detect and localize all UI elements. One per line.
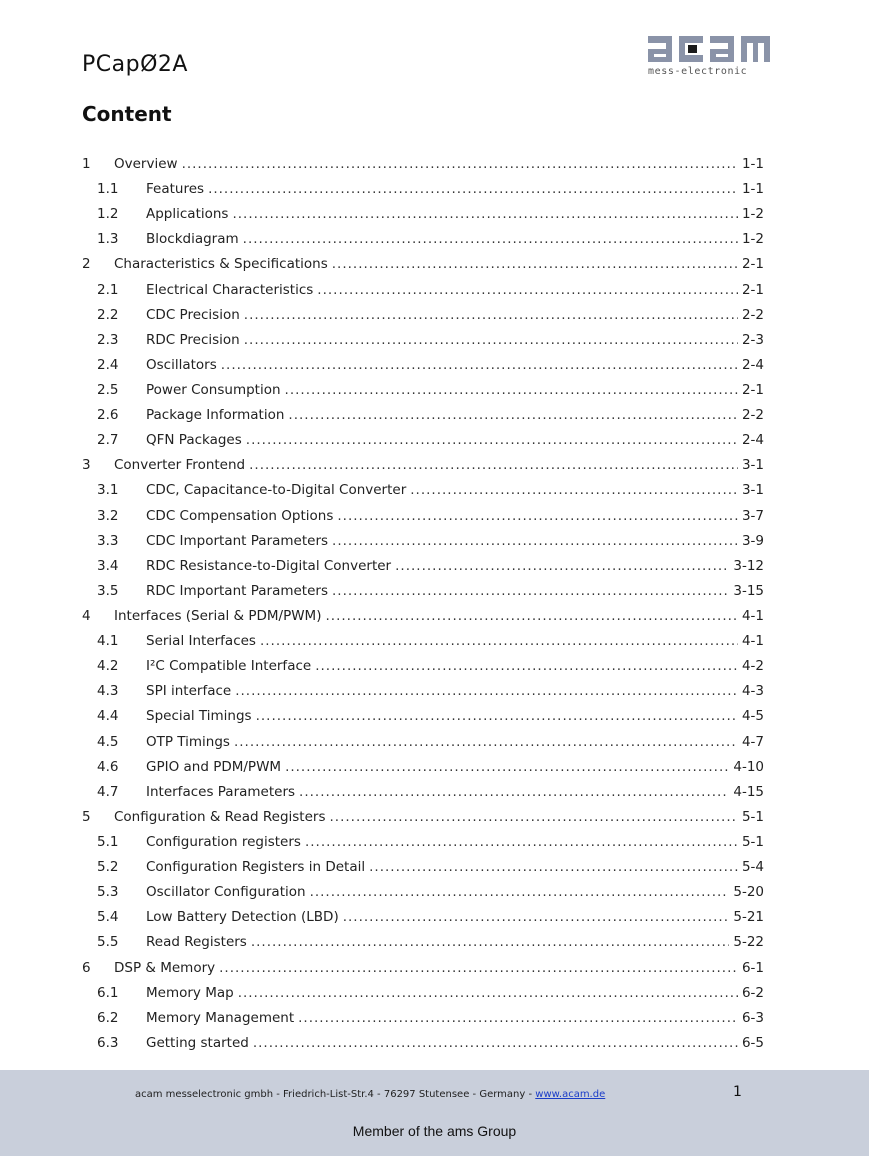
toc-number: 5.4 [97, 909, 119, 926]
toc-entry[interactable] [82, 805, 764, 830]
toc-dot-leader [343, 905, 730, 930]
toc-entry[interactable] [82, 152, 764, 177]
toc-entry[interactable] [82, 730, 764, 755]
toc-entry[interactable] [82, 604, 764, 629]
toc-entry[interactable] [82, 177, 764, 202]
toc-entry[interactable] [82, 780, 764, 805]
toc-dot-leader [395, 554, 729, 579]
toc-page-number: 2-4 [741, 432, 764, 449]
toc-page-number: 6-1 [741, 959, 764, 976]
toc-page-number: 5-20 [733, 884, 764, 901]
toc-title: Read Registers [146, 934, 247, 951]
page-number: 1 [733, 1084, 742, 1100]
toc-number: 1.2 [97, 206, 119, 223]
toc-entry[interactable] [82, 353, 764, 378]
toc-number: 4.4 [97, 708, 119, 725]
toc-dot-leader [238, 981, 738, 1006]
toc-dot-leader [256, 704, 738, 729]
toc-number: 2.4 [97, 356, 119, 373]
toc-page-number: 2-3 [741, 331, 764, 348]
toc-title: RDC Important Parameters [146, 582, 328, 599]
toc-page-number: 6-2 [741, 984, 764, 1001]
toc-page-number: 4-5 [741, 708, 764, 725]
toc-entry[interactable] [82, 278, 764, 303]
toc-number: 5.2 [97, 859, 119, 876]
toc-page-number: 6-5 [741, 1034, 764, 1051]
toc-dot-leader [246, 428, 738, 453]
section-heading: Content [82, 102, 172, 126]
toc-title: Configuration & Read Registers [114, 808, 326, 825]
toc-dot-leader [235, 679, 738, 704]
toc-number: 6.2 [97, 1009, 119, 1026]
toc-number: 3.3 [97, 532, 119, 549]
toc-entry[interactable] [82, 303, 764, 328]
toc-entry[interactable] [82, 428, 764, 453]
toc-title: DSP & Memory [114, 959, 216, 976]
toc-dot-leader [208, 177, 738, 202]
toc-number: 5 [82, 808, 91, 825]
toc-title: Converter Frontend [114, 457, 246, 474]
toc-title: CDC, Capacitance-to-Digital Converter [146, 482, 407, 499]
toc-entry[interactable] [82, 830, 764, 855]
toc-page-number: 2-1 [741, 381, 764, 398]
toc-number: 6.3 [97, 1034, 119, 1051]
toc-title: Overview [114, 156, 178, 172]
toc-number: 2.2 [97, 306, 119, 323]
toc-title: Electrical Characteristics [146, 281, 314, 298]
toc-entry[interactable] [82, 328, 764, 353]
toc-number: 5.1 [97, 833, 119, 850]
toc-dot-leader [243, 227, 738, 252]
toc-number: 6.1 [97, 984, 119, 1001]
toc-title: I²C Compatible Interface [146, 658, 312, 675]
toc-entry[interactable] [82, 579, 764, 604]
toc-title: OTP Timings [146, 733, 230, 750]
toc-entry[interactable] [82, 855, 764, 880]
toc-entry[interactable] [82, 504, 764, 529]
toc-entry[interactable] [82, 654, 764, 679]
toc-number: 3.4 [97, 557, 119, 574]
toc-number: 3.1 [97, 482, 119, 499]
toc-title: Interfaces (Serial & PDM/PWM) [114, 607, 322, 624]
toc-number: 1 [82, 156, 91, 172]
toc-entry[interactable] [82, 981, 764, 1006]
toc-number: 4 [82, 607, 91, 624]
toc-dot-leader [232, 202, 737, 227]
toc-page-number: 1-2 [741, 231, 764, 248]
toc-page-number: 5-4 [741, 859, 764, 876]
toc-page-number: 3-15 [733, 582, 764, 599]
toc-dot-leader [325, 604, 737, 629]
toc-title: GPIO and PDM/PWM [146, 758, 282, 775]
toc-title: Power Consumption [146, 381, 281, 398]
toc-title: Getting started [146, 1034, 249, 1051]
toc-title: CDC Compensation Options [146, 507, 334, 524]
toc-dot-leader [332, 252, 738, 277]
toc-dot-leader [219, 956, 738, 981]
acam-logo [646, 34, 772, 78]
toc-title: CDC Important Parameters [146, 532, 329, 549]
footer-address-text: acam messelectronic gmbh - Friedrich-List-Str.4 - 76297 Stutensee - Germany - [135, 1089, 536, 1100]
toc-dot-leader [253, 1031, 738, 1056]
page-footer [0, 1070, 869, 1156]
toc-page-number: 3-9 [741, 532, 764, 549]
toc-page-number: 2-1 [741, 281, 764, 298]
toc-number: 6 [82, 959, 91, 976]
toc-page-number: 5-1 [741, 833, 764, 850]
toc-entry[interactable] [82, 403, 764, 428]
toc-entry[interactable] [82, 905, 764, 930]
footer-member-text: Member of the ams Group [352, 1123, 517, 1139]
toc-dot-leader [244, 303, 738, 328]
toc-entry[interactable] [82, 453, 764, 478]
toc-number: 4.6 [97, 758, 119, 775]
toc-entry[interactable] [82, 704, 764, 729]
toc-title: Configuration Registers in Detail [146, 859, 366, 876]
toc-page-number: 1-1 [741, 156, 764, 172]
toc-dot-leader [410, 478, 738, 503]
logo-tagline: mess-electronic [648, 66, 748, 77]
toc-title: QFN Packages [146, 432, 242, 449]
toc-title: Special Timings [146, 708, 252, 725]
toc-entry[interactable] [82, 956, 764, 981]
toc-dot-leader [315, 654, 738, 679]
toc-title: RDC Precision [146, 331, 240, 348]
toc-dot-leader [182, 152, 738, 177]
toc-dot-leader [244, 328, 738, 353]
toc-dot-leader [332, 579, 729, 604]
toc-title: Oscillator Configuration [146, 884, 306, 901]
toc-dot-leader [251, 930, 730, 955]
toc-dot-leader [317, 278, 738, 303]
toc-number: 4.7 [97, 783, 119, 800]
toc-page-number: 6-3 [741, 1009, 764, 1026]
toc-entry[interactable] [82, 529, 764, 554]
toc-entry[interactable] [82, 1031, 764, 1056]
toc-title: Serial Interfaces [146, 633, 256, 650]
toc-number: 4.2 [97, 658, 119, 675]
toc-page-number: 3-1 [741, 482, 764, 499]
toc-number: 2.7 [97, 432, 119, 449]
toc-title: Features [146, 181, 205, 198]
toc-entry[interactable] [82, 930, 764, 955]
toc-page-number: 2-1 [741, 256, 764, 273]
toc-title: Package Information [146, 407, 285, 424]
toc-title: SPI interface [146, 683, 232, 700]
toc-page-number: 4-3 [741, 683, 764, 700]
toc-page-number: 5-22 [733, 934, 764, 951]
toc-number: 3.5 [97, 582, 119, 599]
toc-dot-leader [305, 830, 738, 855]
toc-dot-leader [221, 353, 738, 378]
toc-number: 2 [82, 256, 91, 273]
document-title: PCapØ2A [82, 52, 188, 77]
toc-dot-leader [337, 504, 738, 529]
toc-page-number: 1-1 [741, 181, 764, 198]
toc-page-number: 4-2 [741, 658, 764, 675]
toc-dot-leader [298, 1006, 738, 1031]
toc-title: Configuration registers [146, 833, 301, 850]
toc-number: 5.5 [97, 934, 119, 951]
toc-dot-leader [249, 453, 738, 478]
toc-entry[interactable] [82, 679, 764, 704]
toc-page-number: 5-21 [733, 909, 764, 926]
footer-website-link[interactable]: www.acam.de [535, 1089, 606, 1100]
toc-title: Low Battery Detection (LBD) [146, 909, 339, 926]
toc-entry[interactable] [82, 202, 764, 227]
toc-entry[interactable] [82, 755, 764, 780]
toc-number: 1.1 [97, 181, 119, 198]
toc-page-number: 3-12 [733, 557, 764, 574]
toc-dot-leader [285, 378, 738, 403]
toc-dot-leader [299, 780, 729, 805]
toc-page-number: 4-7 [741, 733, 764, 750]
toc-page-number: 2-2 [741, 407, 764, 424]
toc-dot-leader [234, 730, 738, 755]
toc-title: Memory Management [146, 1009, 295, 1026]
toc-page-number: 4-1 [741, 633, 764, 650]
toc-entry[interactable] [82, 1006, 764, 1031]
toc-entry[interactable] [82, 478, 764, 503]
footer-address [135, 1089, 605, 1100]
toc-page-number: 1-2 [741, 206, 764, 223]
toc-page-number: 2-2 [741, 306, 764, 323]
toc-page-number: 5-1 [741, 808, 764, 825]
toc-title: Oscillators [146, 356, 217, 373]
toc-entry[interactable] [82, 227, 764, 252]
toc-number: 5.3 [97, 884, 119, 901]
toc-dot-leader [369, 855, 738, 880]
toc-number: 2.1 [97, 281, 119, 298]
toc-title: RDC Resistance-to-Digital Converter [146, 557, 392, 574]
toc-number: 2.3 [97, 331, 119, 348]
toc-number: 3 [82, 457, 91, 474]
toc-page-number: 3-1 [741, 457, 764, 474]
acam-logo-icon [646, 34, 772, 64]
toc-dot-leader [332, 529, 738, 554]
toc-number: 4.5 [97, 733, 119, 750]
toc-title: Memory Map [146, 984, 234, 1001]
toc-page-number: 4-15 [733, 783, 764, 800]
toc-title: Interfaces Parameters [146, 783, 296, 800]
toc-title: Applications [146, 206, 229, 223]
toc-number: 4.3 [97, 683, 119, 700]
toc-page-number: 4-1 [741, 607, 764, 624]
table-of-contents [82, 152, 764, 1056]
toc-dot-leader [260, 629, 738, 654]
toc-dot-leader [310, 880, 730, 905]
toc-number: 3.2 [97, 507, 119, 524]
toc-entry[interactable] [82, 554, 764, 579]
toc-entry[interactable] [82, 880, 764, 905]
toc-dot-leader [288, 403, 738, 428]
toc-title: Characteristics & Specifications [114, 256, 328, 273]
toc-entry[interactable] [82, 252, 764, 277]
toc-number: 2.5 [97, 381, 119, 398]
toc-entry[interactable] [82, 629, 764, 654]
toc-title: CDC Precision [146, 306, 240, 323]
toc-entry[interactable] [82, 378, 764, 403]
toc-page-number: 2-4 [741, 356, 764, 373]
toc-title: Blockdiagram [146, 231, 239, 248]
toc-number: 4.1 [97, 633, 119, 650]
toc-dot-leader [285, 755, 729, 780]
toc-dot-leader [330, 805, 738, 830]
toc-page-number: 4-10 [733, 758, 764, 775]
toc-page-number: 3-7 [741, 507, 764, 524]
toc-number: 2.6 [97, 407, 119, 424]
toc-number: 1.3 [97, 231, 119, 248]
